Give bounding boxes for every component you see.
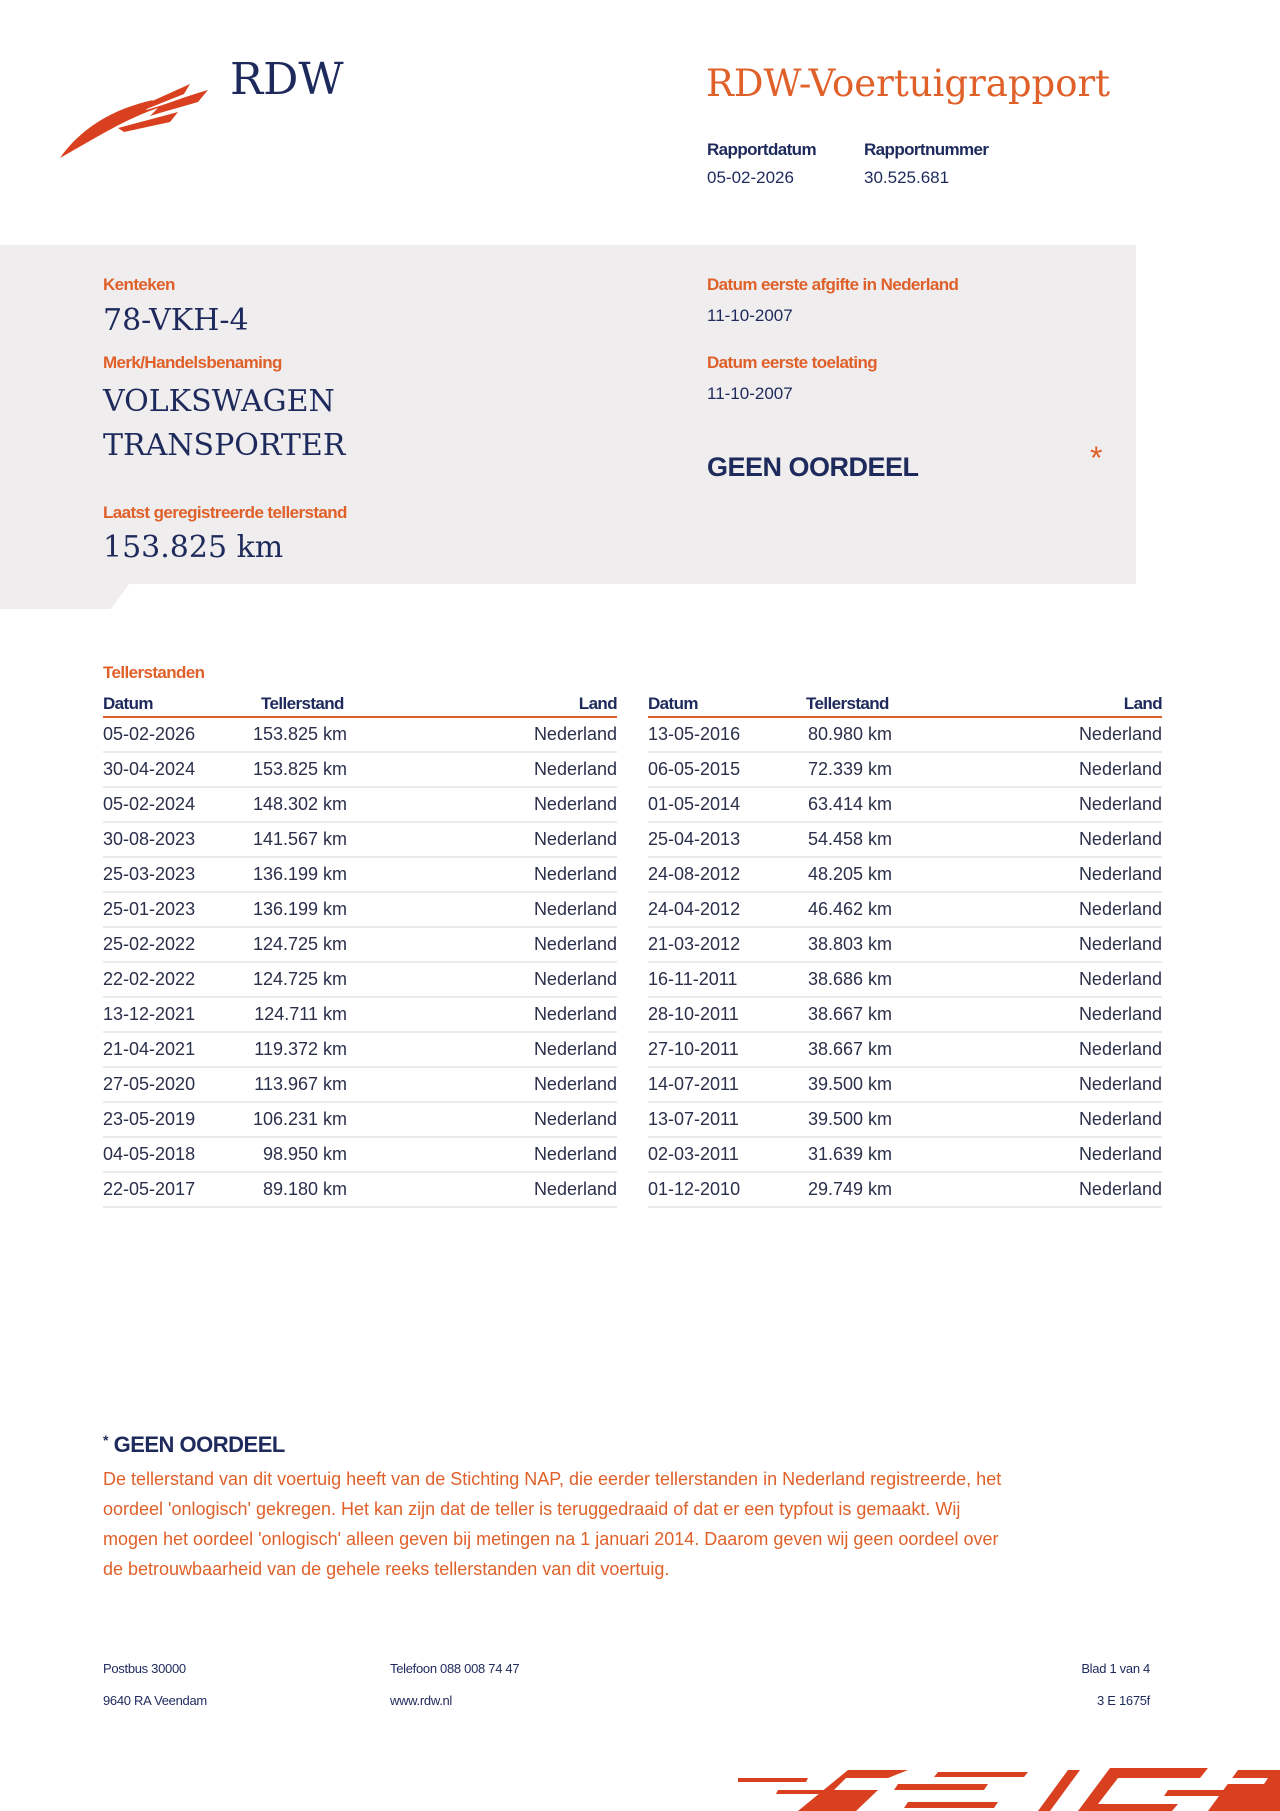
cell-land: Nederland (533, 864, 617, 884)
footer-blad: Blad 1 van 4 (1081, 1661, 1150, 1676)
cell-land: Nederland (1078, 1074, 1162, 1094)
cell-land: Nederland (1078, 724, 1162, 744)
table-row (103, 718, 617, 753)
table-row (648, 893, 1162, 928)
tellerstanden-table-left (103, 688, 617, 1208)
cell-land: Nederland (1078, 1179, 1162, 1199)
col-land: Land (1123, 694, 1162, 713)
cell-tellerstand: 124.725 km (252, 969, 347, 989)
cell-land: Nederland (1078, 829, 1162, 849)
cell-land: Nederland (533, 1074, 617, 1094)
table-row (103, 1068, 617, 1103)
toelating-value: 11-10-2007 (707, 384, 793, 403)
table-row (648, 1033, 1162, 1068)
rapportdatum-label: Rapportdatum (707, 140, 816, 159)
note-title: GEEN OORDEEL (113, 1432, 285, 1457)
cell-tellerstand: 80.980 km (807, 724, 892, 744)
cell-tellerstand: 39.500 km (807, 1074, 892, 1094)
table-row (103, 928, 617, 963)
cell-tellerstand: 106.231 km (252, 1109, 347, 1129)
merk-line2: TRANSPORTER (103, 428, 346, 463)
afgifte-label: Datum eerste afgifte in Nederland (707, 275, 959, 294)
col-datum: Datum (103, 694, 153, 713)
cell-land: Nederland (1078, 1109, 1162, 1129)
cell-datum: 30-08-2023 (103, 829, 196, 849)
table-row (648, 1138, 1162, 1173)
table-row (648, 718, 1162, 753)
table-row (648, 963, 1162, 998)
speed-stripes-icon (738, 1760, 1280, 1811)
cell-tellerstand: 38.803 km (807, 934, 892, 954)
table-row (648, 788, 1162, 823)
table-row (648, 998, 1162, 1033)
table-row (103, 1173, 617, 1208)
note-star: * (103, 1432, 108, 1448)
cell-tellerstand: 148.302 km (252, 794, 347, 814)
cell-datum: 06-05-2015 (648, 759, 741, 779)
cell-datum: 05-02-2026 (103, 724, 196, 744)
note-text (103, 1464, 1163, 1584)
cell-datum: 13-05-2016 (648, 724, 741, 744)
cell-datum: 25-02-2022 (103, 934, 196, 954)
footer-postbus: Postbus 30000 (103, 1661, 186, 1676)
cell-land: Nederland (533, 1179, 617, 1199)
afgifte-value: 11-10-2007 (707, 306, 793, 325)
cell-datum: 30-04-2024 (103, 759, 196, 779)
cell-datum: 24-04-2012 (648, 899, 741, 919)
cell-land: Nederland (1078, 1039, 1162, 1059)
tellerstanden-title: Tellerstanden (103, 663, 205, 682)
cell-land: Nederland (1078, 1144, 1162, 1164)
report-title: RDW-Voertuigrapport (706, 62, 1111, 105)
note-line: de betrouwbaarheid van de gehele reeks tellerstanden van dit voertuig. (103, 1559, 670, 1579)
table-row (103, 858, 617, 893)
footer-website: www.rdw.nl (390, 1693, 453, 1708)
col-datum: Datum (648, 694, 698, 713)
footer-telefoon: Telefoon 088 008 74 47 (390, 1661, 520, 1676)
kenteken-label: Kenteken (103, 275, 175, 294)
note-line: De tellerstand van dit voertuig heeft van de Stichting NAP, die eerder tellerstanden in Nederland registreerde, het (103, 1469, 1002, 1489)
org-name: RDW (230, 54, 344, 105)
cell-datum: 27-10-2011 (648, 1039, 739, 1059)
cell-land: Nederland (1078, 969, 1162, 989)
table-row (103, 998, 617, 1033)
table-row (103, 1103, 617, 1138)
teller-label: Laatst geregistreerde tellerstand (103, 503, 347, 522)
cell-land: Nederland (533, 899, 617, 919)
col-land: Land (578, 694, 617, 713)
oordeel-asterisk: * (1090, 440, 1103, 476)
cell-tellerstand: 124.711 km (254, 1004, 347, 1024)
footer-code: 3 E 1675f (1097, 1693, 1150, 1708)
cell-tellerstand: 89.180 km (262, 1179, 347, 1199)
table-row (648, 858, 1162, 893)
cell-tellerstand: 119.372 km (254, 1039, 347, 1059)
rapportdatum-value: 05-02-2026 (707, 168, 794, 187)
cell-datum: 14-07-2011 (648, 1074, 739, 1094)
cell-datum: 22-02-2022 (103, 969, 196, 989)
rapportnummer-value: 30.525.681 (864, 168, 950, 187)
rapportnummer-label: Rapportnummer (864, 140, 989, 159)
table-row (648, 928, 1162, 963)
merk-label: Merk/Handelsbenaming (103, 353, 282, 372)
cell-datum: 23-05-2019 (103, 1109, 196, 1129)
cell-datum: 01-05-2014 (648, 794, 741, 814)
vehicle-panel-tab (0, 583, 130, 609)
cell-tellerstand: 29.749 km (807, 1179, 892, 1199)
cell-tellerstand: 124.725 km (252, 934, 347, 954)
col-tellerstand: Tellerstand (806, 694, 889, 713)
table-row (648, 1103, 1162, 1138)
table-row (103, 893, 617, 928)
cell-tellerstand: 63.414 km (807, 794, 892, 814)
table-header (103, 688, 617, 718)
cell-datum: 13-07-2011 (648, 1109, 739, 1129)
cell-datum: 28-10-2011 (648, 1004, 739, 1024)
note-line: mogen het oordeel 'onlogisch' alleen geven bij metingen na 1 januari 2014. Daarom geven wij geen oordeel over (103, 1529, 999, 1549)
cell-land: Nederland (533, 1039, 617, 1059)
cell-tellerstand: 38.686 km (807, 969, 892, 989)
table-row (103, 753, 617, 788)
oordeel-status: GEEN OORDEEL (707, 452, 919, 482)
cell-tellerstand: 153.825 km (252, 759, 347, 779)
cell-land: Nederland (1078, 794, 1162, 814)
cell-tellerstand: 136.199 km (252, 864, 347, 884)
table-row (103, 1138, 617, 1173)
table-row (648, 1068, 1162, 1103)
cell-tellerstand: 72.339 km (807, 759, 892, 779)
col-tellerstand: Tellerstand (261, 694, 344, 713)
tellerstanden-table-right (648, 688, 1162, 1208)
table-row (648, 823, 1162, 858)
cell-datum: 04-05-2018 (103, 1144, 196, 1164)
cell-land: Nederland (1078, 934, 1162, 954)
cell-tellerstand: 31.639 km (807, 1144, 892, 1164)
cell-land: Nederland (533, 969, 617, 989)
table-row (103, 788, 617, 823)
cell-datum: 21-04-2021 (103, 1039, 196, 1059)
cell-land: Nederland (533, 829, 617, 849)
rdw-logo-icon (58, 82, 208, 162)
cell-datum: 21-03-2012 (648, 934, 741, 954)
cell-tellerstand: 141.567 km (252, 829, 347, 849)
cell-tellerstand: 38.667 km (807, 1039, 892, 1059)
cell-land: Nederland (533, 759, 617, 779)
cell-tellerstand: 98.950 km (262, 1144, 347, 1164)
teller-value: 153.825 km (103, 530, 284, 565)
cell-land: Nederland (533, 1004, 617, 1024)
cell-land: Nederland (1078, 1004, 1162, 1024)
note-line: oordeel 'onlogisch' gekregen. Het kan zijn dat de teller is teruggedraaid of dat er een typfout is gemaakt. Wij (103, 1499, 961, 1519)
cell-datum: 16-11-2011 (648, 969, 738, 989)
table-header (648, 688, 1162, 718)
cell-datum: 02-03-2011 (648, 1144, 739, 1164)
cell-land: Nederland (1078, 759, 1162, 779)
cell-land: Nederland (1078, 899, 1162, 919)
table-row (648, 1173, 1162, 1208)
cell-tellerstand: 153.825 km (252, 724, 347, 744)
cell-tellerstand: 46.462 km (807, 899, 892, 919)
cell-land: Nederland (533, 724, 617, 744)
table-row (103, 1033, 617, 1068)
cell-tellerstand: 54.458 km (807, 829, 892, 849)
note-heading (103, 1432, 285, 1458)
cell-tellerstand: 113.967 km (254, 1074, 347, 1094)
table-row (103, 823, 617, 858)
cell-datum: 01-12-2010 (648, 1179, 741, 1199)
cell-land: Nederland (533, 1109, 617, 1129)
cell-tellerstand: 48.205 km (807, 864, 892, 884)
cell-datum: 25-04-2013 (648, 829, 741, 849)
table-row (103, 963, 617, 998)
cell-datum: 24-08-2012 (648, 864, 741, 884)
cell-datum: 22-05-2017 (103, 1179, 196, 1199)
cell-datum: 25-03-2023 (103, 864, 196, 884)
table-row (648, 753, 1162, 788)
cell-tellerstand: 38.667 km (807, 1004, 892, 1024)
cell-datum: 13-12-2021 (103, 1004, 196, 1024)
toelating-label: Datum eerste toelating (707, 353, 878, 372)
cell-datum: 05-02-2024 (103, 794, 196, 814)
cell-land: Nederland (533, 934, 617, 954)
cell-datum: 27-05-2020 (103, 1074, 196, 1094)
cell-datum: 25-01-2023 (103, 899, 196, 919)
kenteken-value: 78-VKH-4 (103, 303, 249, 338)
cell-tellerstand: 39.500 km (807, 1109, 892, 1129)
footer-plaats: 9640 RA Veendam (103, 1693, 207, 1708)
cell-land: Nederland (533, 1144, 617, 1164)
merk-line1: VOLKSWAGEN (103, 384, 335, 419)
cell-tellerstand: 136.199 km (252, 899, 347, 919)
cell-land: Nederland (533, 794, 617, 814)
cell-land: Nederland (1078, 864, 1162, 884)
